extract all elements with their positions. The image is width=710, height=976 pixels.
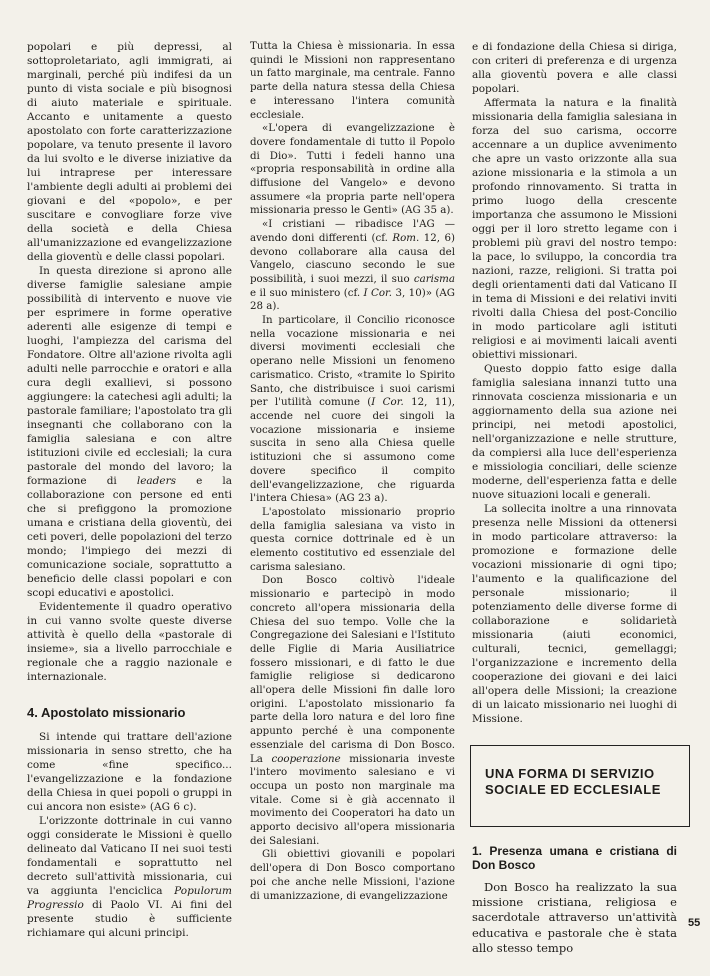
paragraph: e di fondazione della Chiesa si diriga, con criteri di preferenza e di urgenza alla gioventù povera e alle classi popolari.	[472, 41, 677, 95]
paragraph: «L'opera di evangelizzazione è dovere fondamentale di tutto il Popolo di Dio». Tutti i fedeli hanno una «propria responsabilità in ordine alla diffusione del Vangelo» e devono assumere «la propria parte nell'opera missionaria presso le Genti» (AG 35 a).	[250, 122, 455, 217]
chapter-title-box	[470, 745, 690, 827]
paragraph: In particolare, il Concilio riconosce nella vocazione missionaria e nei diversi movimenti ecclesiali che operano nelle Missioni un fenomeno carismatico. Cristo, «tramite lo Spirito Santo, che distribuisce i suoi carismi per l'utilità comune (I Cor. 12, 11), accende nel cuore dei singoli la vocazione missionaria e insieme suscita in seno alla Chiesa quelle istituzioni che si assumono come dovere specifico il compito dell'evangelizzazione, che riguarda l'intera Chiesa» (AG 23 a).	[250, 314, 456, 505]
paragraph: Si intende qui trattare dell'azione missionaria in senso stretto, che ha come «fine specifico... l'evangelizzazione e la fondazione della Chiesa in quei popoli o gruppi in cui ancora non esiste» (AG 6 c).	[27, 731, 232, 813]
column-3-lower	[472, 844, 677, 956]
paragraph: Evidentemente il quadro operativo in cui vanno svolte queste diverse attività è quello della «pastorale di insieme», sia a livello parrocchiale e regionale che a raggio nazionale e internazionale.	[27, 601, 232, 683]
paragraph: Gli obiettivi giovanili e popolari dell'opera di Don Bosco comportano poi che anche nelle Missioni, l'azione di umanizzazione, di evangelizzazione	[250, 848, 455, 902]
column-2	[250, 40, 455, 903]
paragraph: Affermata la natura e la finalità missionaria della famiglia salesiana in forza del suo carisma, occorre accennare a un duplice avvenimento che apre un vasto orizzonte alla sua azione missionaria e la stimola a un profondo rinnovamento. Si tratta in primo luogo della crescente importanza che assumono le Missioni oggi per il loro stretto legame con i problemi più gravi del nostro tempo: la pace, lo sviluppo, la concordia tra nazioni, razze, religioni. Si tratta poi degli orientamenti dati dal Vaticano II in tema di Missioni e dei relativi inviti rivolti dalla Chiesa del post-Concilio in modo particolare agli istituti religiosi e ai movimenti laicali aventi obiettivi missionari.	[472, 97, 677, 361]
paragraph: «I cristiani — ribadisce l'AG — avendo doni differenti (cf. Rom. 12, 6) devono collaborare alla causa del Vangelo, ciascuno secondo le sue possibilità, i suoi mezzi, il suo carisma e il suo ministero (cf. I Cor. 3, 10)» (AG 28 a).	[250, 218, 455, 313]
paragraph: Tutta la Chiesa è missionaria. In essa quindi le Missioni non rappresentano un fatto marginale, ma centrale. Fanno parte della natura stessa della Chiesa e interessano l'intera comunità ecclesiale.	[250, 40, 455, 121]
column-1	[27, 40, 232, 940]
paragraph: In questa direzione si aprono alle diverse famiglie salesiane ampie possibilità di intervento e nuove vie per esprimere in forme operative aderenti alle esigenze di tempi e luoghi, l'ampiezza del carisma del Fondatore. Oltre all'azione rivolta agli adulti nelle parrocchie e oratori e alla cura degli exallievi, si possono aggiungere: la catechesi agli adulti; la pastorale familiare; l'apostolato tra gli insegnanti che collaborano con la famiglia salesiana e con altre istituzioni civile ed ecclesiali; la cura pastorale del mondo del lavoro; la formazione di leaders e la collaborazione con persone ed enti che si prefiggono la promozione umana e cristiana della gioventù, dei ceti poveri, delle popolazioni del terzo mondo; l'impiego dei mezzi di comunicazione sociale, soprattutto a beneficio delle classi popolari e con scopi educativi e apostolici.	[27, 265, 232, 599]
paragraph: popolari e più depressi, al sottoproletariato, agli immigrati, ai marginali, perché più indifesi da un punto di vista sociale e più bisognosi di aiuto materiale e spirituale. Accanto e unitamente a questo apostolato con forte caratterizzazione popolare, va tenuto presente il lavoro da lui svolto e le diverse iniziative da lui intraprese per interessare l'ambiente degli adulti ai problemi dei giovani e del «popolo», e per suscitare e convogliare forze vive della società e della Chiesa all'umanizzazione ed evangelizzazione della gioventù e delle classi popolari.	[27, 41, 232, 263]
column-3	[472, 40, 677, 726]
subsection-heading: 1. Presenza umana e cristiana di Don Bosco	[472, 844, 677, 872]
page-number: 55	[688, 917, 701, 929]
paragraph: L'apostolato missionario proprio della famiglia salesiana va visto in questa cornice dottrinale ed è un elemento costitutivo ed essenziale del carisma salesiano.	[250, 505, 455, 573]
paragraph: Don Bosco coltivò l'ideale missionario e partecipò in modo concreto all'opera missionaria della Chiesa del suo tempo. Volle che la Congregazione dei Salesiani e l'Istituto delle Figlie di Maria Ausiliatrice fossero missionari, e di fatto le due famiglie religiose si dedicarono all'opera delle Missioni fin dalle loro origini. L'apostolato missionario fa parte della loro natura e del loro fine appunto perché è una componente essenziale del carisma di Don Bosco. La cooperazione missionaria investe l'intero movimento salesiano e vi occupa un posto non marginale ma vitale. Come si è già accennato il movimento dei Cooperatori ha dato un apporto decisivo all'opera missionaria dei Salesiani.	[250, 574, 455, 847]
chapter-title: UNA FORMA DI SERVIZIO SOCIALE ED ECCLESIALE	[485, 766, 661, 797]
paragraph: L'orizzonte dottrinale in cui vanno oggi considerate le Missioni è quello delineato dal Vaticano II nei suoi testi fondamentali e soprattutto nel decreto sull'attività missionaria, cui va aggiunta l'enciclica Populorum Progressio di Paolo VI. Ai fini del presente studio è sufficiente richiamare qui alcuni principi.	[27, 815, 232, 939]
paragraph: Questo doppio fatto esige dalla famiglia salesiana innanzi tutto una rinnovata coscienza missionaria e un aggiornamento della sua azione nei principi, nei metodi apostolici, nell'organizzazione e nelle strutture, da compiersi alla luce dell'esperienza e missiologia conciliari, delle scienze moderne, dell'esperienza fatta e delle nuove situazioni locali e generali.	[472, 363, 677, 501]
section-heading: 4. Apostolato missionario	[27, 705, 186, 720]
paragraph: Don Bosco ha realizzato la sua missione cristiana, religiosa e sacerdotale attraverso un'attività educativa e pastorale che è stata allo stesso tempo	[472, 880, 677, 955]
paragraph: La sollecita inoltre a una rinnovata presenza nelle Missioni da ottenersi in modo particolare attraverso: la promozione e formazione delle vocazioni missionarie di ogni tipo; l'aumento e la qualificazione del personale missionario; il potenziamento delle diverse forme di collaborazione e solidarietà missionaria (aiuti economici, culturali, tecnici, gemellaggi; l'organizzazione e incremento della cooperazione dei giovani e dei laici all'opera delle Missioni; la creazione di un laicato missionario nei luoghi di Missione.	[472, 503, 677, 725]
